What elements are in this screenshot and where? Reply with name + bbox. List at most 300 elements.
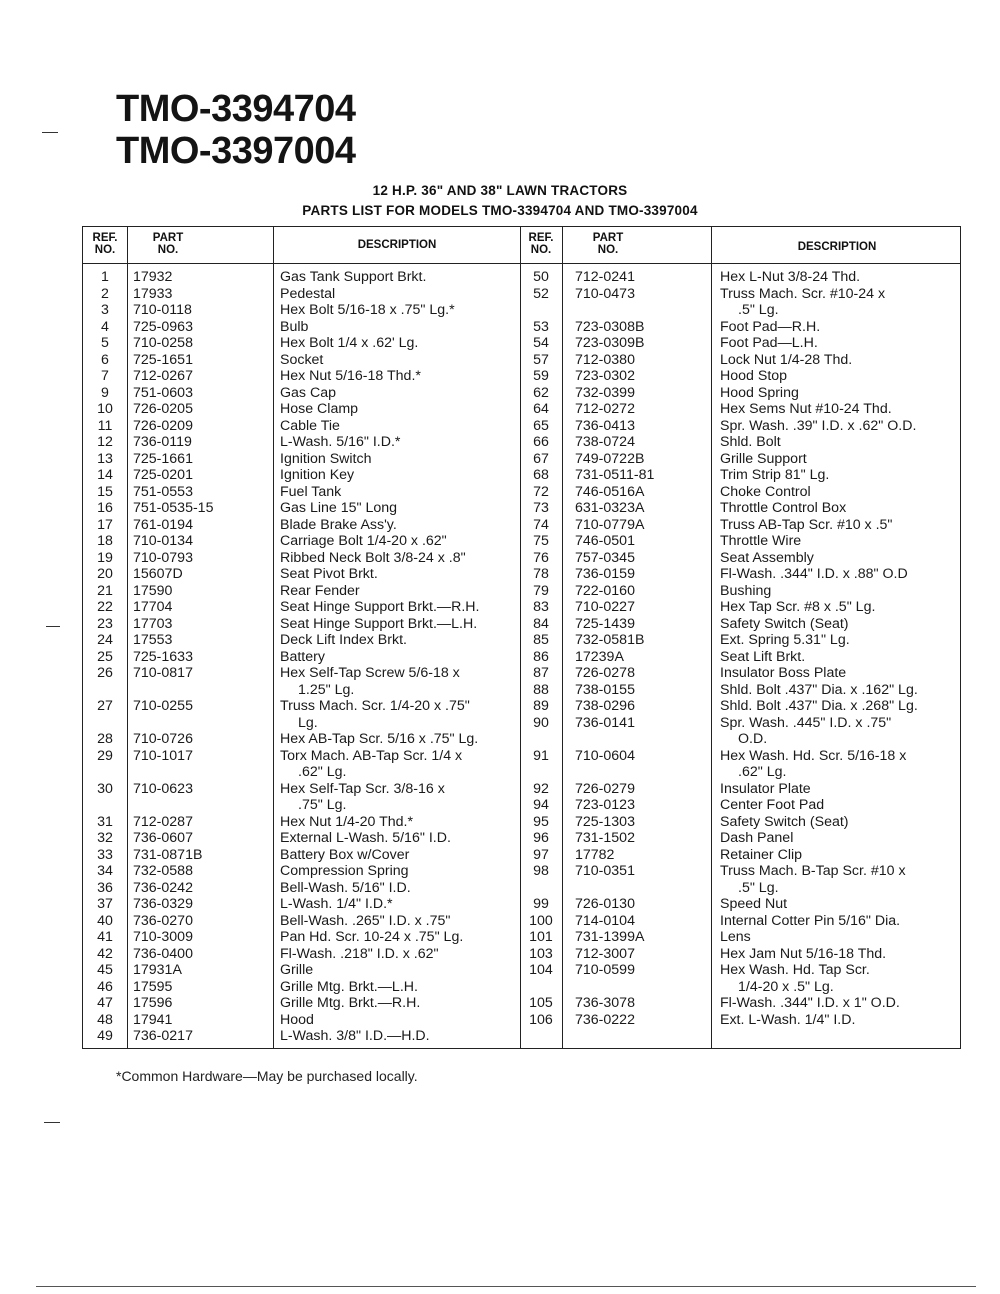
left-desc-cell: Socket — [280, 351, 324, 368]
left-part-cell: 751-0535-15 — [133, 500, 214, 516]
ref-header-line2: NO. — [530, 244, 552, 256]
right-ref-cell: 76 — [533, 549, 549, 566]
part-header-left — [133, 232, 203, 256]
left-ref-cell — [83, 715, 127, 732]
right-desc-cell: .62" Lg. — [738, 764, 787, 780]
left-ref-cell: 48 — [97, 1011, 113, 1028]
right-desc-cell: Foot Pad—L.H. — [720, 335, 818, 351]
right-desc-cell: Center Foot Pad — [720, 797, 825, 813]
right-desc-cell: Grille Support — [720, 450, 807, 467]
right-part-cell: 712-0380 — [575, 351, 635, 368]
part-header-line2: NO. — [597, 244, 619, 256]
right-ref-cell: 54 — [533, 335, 549, 351]
left-ref-cell: 4 — [101, 318, 109, 335]
right-part-cell: 736-0413 — [575, 417, 635, 434]
left-desc-cell: Ribbed Neck Bolt 3/8-24 x .8" — [280, 549, 466, 566]
right-desc-cell: .5" Lg. — [738, 302, 779, 318]
right-part-cell: 731-1399A — [575, 929, 645, 945]
left-ref-cell: 18 — [97, 533, 113, 549]
right-part-cell: 726-0130 — [575, 896, 635, 912]
right-desc-cell: Choke Control — [720, 483, 811, 500]
right-part-cell: 725-1439 — [575, 615, 635, 632]
right-desc-cell: O.D. — [738, 731, 768, 747]
left-desc-cell: Hex AB-Tap Scr. 5/16 x .75" Lg. — [280, 731, 479, 747]
right-part-cell: 732-0399 — [575, 384, 635, 401]
left-desc-cell: Hex Self-Tap Scr. 3/8-16 x — [280, 780, 445, 797]
left-desc-cell: 1.25" Lg. — [298, 681, 355, 698]
left-desc-cell: L-Wash. 1/4" I.D.* — [280, 896, 393, 912]
col-divider-4 — [562, 227, 563, 1048]
right-part-cell: 738-0155 — [575, 681, 635, 698]
left-part-cell: 712-0267 — [133, 368, 193, 384]
left-ref-cell: 28 — [97, 731, 113, 747]
left-desc-cell: Seat Hinge Support Brkt.—R.H. — [280, 599, 480, 615]
left-part-cell: 710-0118 — [133, 302, 192, 318]
left-desc-cell: Battery — [280, 648, 325, 665]
right-ref-cell: 95 — [533, 813, 549, 830]
left-ref-cell: 41 — [97, 929, 113, 945]
right-ref-cell — [520, 302, 562, 319]
left-part-cell — [133, 764, 271, 781]
model-number-1: TMO-3394704 — [116, 88, 356, 130]
right-ref-cell: 94 — [533, 797, 549, 813]
right-part-cell: 731-1502 — [575, 830, 635, 846]
left-ref-cell: 22 — [97, 599, 113, 615]
left-part-cell: 751-0553 — [133, 483, 193, 500]
left-ref-cell: 25 — [97, 648, 113, 665]
right-desc-cell: 1/4-20 x .5" Lg. — [738, 978, 834, 995]
right-desc-cell: Fl-Wash. .344" I.D. x 1" O.D. — [720, 995, 900, 1011]
right-part-cell: 738-0724 — [575, 434, 635, 450]
right-ref-cell: 101 — [529, 929, 553, 945]
left-part-cell — [133, 715, 271, 732]
right-ref-cell — [520, 731, 562, 748]
ref-header-line1: REF. — [528, 232, 554, 244]
left-ref-cell: 9 — [101, 384, 109, 401]
left-part-cell: 710-3009 — [133, 929, 193, 945]
left-ref-cell: 5 — [101, 335, 109, 351]
left-part-cell: 725-1651 — [133, 351, 193, 368]
right-desc-cell: Spr. Wash. .39" I.D. x .62" O.D. — [720, 417, 917, 434]
left-desc-cell: Blade Brake Ass'y. — [280, 516, 397, 533]
right-desc-cell: Lens — [720, 929, 751, 945]
left-desc-cell: L-Wash. 3/8" I.D.—H.D. — [280, 1028, 430, 1044]
right-part-cell: 723-0302 — [575, 368, 635, 384]
right-ref-cell: 73 — [533, 500, 549, 516]
ref-header-line2: NO. — [94, 244, 116, 256]
left-desc-cell: External L-Wash. 5/16" I.D. — [280, 830, 451, 846]
right-ref-cell: 84 — [533, 615, 549, 632]
right-desc-cell: Foot Pad—R.H. — [720, 318, 821, 335]
left-ref-cell: 34 — [97, 863, 113, 879]
left-part-cell: 710-0726 — [133, 731, 193, 747]
left-desc-cell: Bell-Wash. 5/16" I.D. — [280, 879, 411, 896]
part-header-line1: PART — [592, 232, 624, 244]
margin-mark-2 — [46, 626, 60, 627]
left-desc-cell: Hex Nut 5/16-18 Thd.* — [280, 368, 421, 384]
right-ref-cell: 74 — [533, 516, 549, 533]
right-part-cell — [575, 880, 709, 897]
right-desc-cell: Truss AB-Tap Scr. #10 x .5" — [720, 516, 893, 533]
left-desc-cell: Seat Pivot Brkt. — [280, 566, 378, 582]
left-part-cell: 710-0793 — [133, 549, 193, 566]
left-part-cell: 17941 — [133, 1011, 173, 1028]
right-desc-cell: Bushing — [720, 582, 772, 599]
right-desc-cell: Truss Mach. Scr. #10-24 x — [720, 285, 886, 302]
left-desc-cell: Hex Nut 1/4-20 Thd.* — [280, 813, 414, 830]
right-ref-cell: 91 — [533, 747, 549, 764]
right-ref-cell: 104 — [529, 962, 553, 978]
right-part-cell: 731-0511-81 — [575, 467, 655, 483]
left-ref-cell: 24 — [97, 632, 113, 648]
right-desc-cell: Hex L-Nut 3/8-24 Thd. — [720, 269, 861, 285]
right-desc-cell: Hex Jam Nut 5/16-18 Thd. — [720, 945, 887, 962]
left-part-cell: 736-0400 — [133, 945, 193, 962]
left-desc-cell: Bulb — [280, 318, 309, 335]
left-part-cell: 736-0607 — [133, 830, 193, 846]
right-ref-cell: 106 — [529, 1011, 553, 1028]
right-part-cell: 736-0159 — [575, 566, 635, 582]
right-ref-cell: 79 — [533, 582, 549, 599]
left-ref-cell: 26 — [97, 665, 113, 681]
left-ref-cell: 1 — [101, 269, 109, 285]
left-part-cell — [133, 797, 271, 814]
right-part-cell: 714-0104 — [575, 912, 635, 929]
right-part-cell: 746-0516A — [575, 483, 645, 500]
left-desc-cell: Battery Box w/Cover — [280, 846, 410, 863]
left-desc-cell: Torx Mach. AB-Tap Scr. 1/4 x — [280, 747, 463, 764]
right-ref-cell: 68 — [533, 467, 549, 483]
left-ref-cell: 6 — [101, 351, 109, 368]
left-ref-cell: 45 — [97, 962, 113, 978]
left-ref-cell: 2 — [101, 285, 109, 302]
left-desc-cell: Hood — [280, 1011, 314, 1028]
description-header-left: DESCRIPTION — [357, 239, 437, 251]
left-ref-cell — [83, 797, 127, 814]
left-part-cell: 15607D — [133, 566, 183, 582]
right-desc-cell: Insulator Plate — [720, 780, 811, 797]
left-ref-cell — [83, 682, 127, 699]
right-part-cell: 746-0501 — [575, 533, 635, 549]
left-part-cell: 725-1661 — [133, 450, 193, 467]
ref-header-left — [83, 232, 127, 256]
left-part-cell: 17596 — [133, 995, 173, 1011]
left-part-cell — [133, 682, 271, 699]
left-ref-cell: 21 — [97, 582, 113, 599]
left-desc-cell: Ignition Switch — [280, 450, 372, 467]
right-desc-cell: Retainer Clip — [720, 846, 803, 863]
right-ref-cell: 88 — [533, 681, 549, 698]
right-ref-cell: 97 — [533, 846, 549, 863]
left-ref-column — [83, 269, 127, 1045]
right-part-cell: 738-0296 — [575, 698, 635, 714]
left-desc-cell: Compression Spring — [280, 863, 409, 879]
left-desc-cell: L-Wash. 5/16" I.D.* — [280, 434, 401, 450]
right-ref-cell: 75 — [533, 533, 549, 549]
right-part-cell — [575, 764, 709, 781]
bottom-rule — [36, 1286, 976, 1287]
right-ref-cell: 89 — [533, 698, 549, 714]
right-part-cell: 725-1303 — [575, 813, 635, 830]
right-part-cell: 726-0279 — [575, 780, 635, 797]
left-part-cell: 725-1633 — [133, 648, 193, 665]
right-desc-cell: Hex Tap Scr. #8 x .5" Lg. — [720, 599, 876, 615]
right-desc-cell: Internal Cotter Pin 5/16" Dia. — [720, 912, 901, 929]
right-desc-cell: Hood Stop — [720, 368, 788, 384]
right-desc-cell: Truss Mach. B-Tap Scr. #10 x — [720, 863, 906, 879]
right-ref-cell: 86 — [533, 648, 549, 665]
col-divider-1 — [127, 227, 128, 1048]
left-part-cell: 17590 — [133, 582, 173, 599]
right-ref-cell: 59 — [533, 368, 549, 384]
left-ref-cell: 3 — [101, 302, 109, 318]
right-ref-cell: 64 — [533, 401, 549, 417]
left-ref-cell: 13 — [97, 450, 113, 467]
left-desc-cell: Gas Tank Support Brkt. — [280, 269, 427, 285]
right-desc-cell: Trim Strip 81" Lg. — [720, 467, 830, 483]
right-ref-cell — [520, 764, 562, 781]
left-ref-cell: 46 — [97, 978, 113, 995]
right-part-cell — [575, 979, 709, 996]
left-desc-cell: Pan Hd. Scr. 10-24 x .75" Lg. — [280, 929, 464, 945]
right-part-cell: 17239A — [575, 648, 624, 665]
right-desc-cell: Lock Nut 1/4-28 Thd. — [720, 351, 853, 368]
ref-header-right — [520, 232, 562, 256]
left-part-cell: 726-0205 — [133, 401, 193, 417]
right-ref-cell: 50 — [533, 269, 549, 285]
left-ref-cell: 49 — [97, 1028, 113, 1044]
right-desc-cell: Safety Switch (Seat) — [720, 813, 849, 830]
left-part-cell: 725-0201 — [133, 467, 193, 483]
left-desc-cell: Lg. — [298, 714, 318, 731]
right-desc-cell: Hex Wash. Hd. Tap Scr. — [720, 962, 870, 978]
left-ref-cell: 11 — [97, 417, 113, 434]
right-ref-cell: 72 — [533, 483, 549, 500]
part-header-line1: PART — [152, 232, 184, 244]
right-part-cell: 712-0272 — [575, 401, 635, 417]
left-ref-cell: 31 — [97, 813, 113, 830]
left-part-cell: 710-0623 — [133, 780, 193, 797]
left-part-cell: 710-0817 — [133, 665, 193, 681]
left-ref-cell: 17 — [97, 516, 113, 533]
left-ref-cell: 23 — [97, 615, 113, 632]
left-ref-cell: 30 — [97, 780, 113, 797]
right-desc-cell: Ext. L-Wash. 1/4" I.D. — [720, 1011, 856, 1028]
left-desc-cell: Fuel Tank — [280, 483, 342, 500]
left-desc-cell: Hex Bolt 1/4 x .62' Lg. — [280, 335, 419, 351]
right-part-cell — [575, 731, 709, 748]
right-desc-cell: Ext. Spring 5.31" Lg. — [720, 632, 850, 648]
right-part-cell: 722-0160 — [575, 582, 635, 599]
right-ref-cell: 85 — [533, 632, 549, 648]
left-desc-cell: .75" Lg. — [298, 797, 347, 813]
right-ref-cell: 96 — [533, 830, 549, 846]
right-desc-cell: Dash Panel — [720, 830, 794, 846]
left-desc-cell: Truss Mach. Scr. 1/4-20 x .75" — [280, 698, 470, 714]
right-desc-cell: Safety Switch (Seat) — [720, 615, 849, 632]
left-part-cell: 17595 — [133, 978, 173, 995]
right-part-cell: 710-0604 — [575, 747, 635, 764]
left-part-column — [133, 269, 271, 1045]
left-ref-cell: 37 — [97, 896, 113, 912]
left-ref-cell: 36 — [97, 879, 113, 896]
right-ref-cell: 66 — [533, 434, 549, 450]
left-ref-cell: 16 — [97, 500, 113, 516]
right-desc-cell: Seat Assembly — [720, 549, 814, 566]
right-ref-cell: 53 — [533, 318, 549, 335]
right-desc-cell: Speed Nut — [720, 896, 788, 912]
description-header-right: DESCRIPTION — [797, 241, 877, 253]
left-part-cell: 736-0217 — [133, 1028, 193, 1044]
left-part-cell: 725-0963 — [133, 318, 193, 335]
left-part-cell: 17703 — [133, 615, 173, 632]
right-desc-cell: Shld. Bolt .437" Dia. x .162" Lg. — [720, 681, 918, 698]
right-ref-cell — [520, 880, 562, 897]
left-ref-cell: 27 — [97, 698, 113, 714]
left-desc-cell: Seat Hinge Support Brkt.—L.H. — [280, 615, 478, 632]
right-part-cell: 736-3078 — [575, 995, 635, 1011]
left-desc-cell: Rear Fender — [280, 582, 360, 599]
left-desc-cell: Gas Cap — [280, 384, 336, 401]
parts-list-title: PARTS LIST FOR MODELS TMO-3394704 AND TMO-3397004 — [302, 203, 698, 218]
left-part-cell: 710-1017 — [133, 747, 193, 764]
left-description-column — [280, 269, 518, 1045]
left-part-cell: 710-0255 — [133, 698, 193, 714]
left-part-cell: 736-0242 — [133, 879, 193, 896]
left-desc-cell: Fl-Wash. .218" I.D. x .62" — [280, 945, 439, 962]
right-ref-cell: 92 — [533, 780, 549, 797]
right-desc-cell: Hex Sems Nut #10-24 Thd. — [720, 401, 892, 417]
left-ref-cell: 15 — [97, 483, 113, 500]
left-ref-cell: 40 — [97, 912, 113, 929]
left-part-cell: 17553 — [133, 632, 173, 648]
left-ref-cell: 7 — [101, 368, 109, 384]
left-desc-cell: Hex Bolt 5/16-18 x .75" Lg.* — [280, 302, 455, 318]
right-part-cell: 712-0241 — [575, 269, 635, 285]
left-part-cell: 761-0194 — [133, 516, 193, 533]
right-part-cell: 712-3007 — [575, 945, 635, 962]
left-ref-cell: 42 — [97, 945, 113, 962]
left-desc-cell: Grille Mtg. Brkt.—R.H. — [280, 995, 421, 1011]
right-ref-cell: 67 — [533, 450, 549, 467]
right-part-cell: 723-0309B — [575, 335, 645, 351]
ref-header-line1: REF. — [92, 232, 118, 244]
left-desc-cell: Deck Lift Index Brkt. — [280, 632, 407, 648]
right-part-cell: 17782 — [575, 846, 615, 863]
left-ref-cell: 29 — [97, 747, 113, 764]
right-desc-cell: Shld. Bolt .437" Dia. x .268" Lg. — [720, 698, 918, 714]
right-ref-cell: 65 — [533, 417, 549, 434]
right-desc-cell: Shld. Bolt — [720, 434, 781, 450]
right-desc-cell: Throttle Control Box — [720, 500, 847, 516]
right-part-cell: 710-0473 — [575, 285, 635, 302]
right-ref-cell: 99 — [533, 896, 549, 912]
right-part-cell: 726-0278 — [575, 665, 635, 681]
left-part-cell: 736-0329 — [133, 896, 193, 912]
left-part-cell: 17704 — [133, 599, 173, 615]
left-desc-cell: Gas Line 15" Long — [280, 500, 398, 516]
right-desc-cell: Insulator Boss Plate — [720, 665, 847, 681]
left-ref-cell: 47 — [97, 995, 113, 1011]
footnote: *Common Hardware—May be purchased locally. — [116, 1068, 418, 1084]
right-part-cell — [575, 302, 709, 319]
right-part-cell: 732-0581B — [575, 632, 645, 648]
left-part-cell: 751-0603 — [133, 384, 193, 401]
left-ref-cell: 10 — [97, 401, 113, 417]
left-part-cell: 710-0258 — [133, 335, 193, 351]
left-part-cell: 710-0134 — [133, 533, 193, 549]
right-desc-cell: Spr. Wash. .445" I.D. x .75" — [720, 714, 892, 731]
right-part-cell: 710-0779A — [575, 516, 645, 533]
left-part-cell: 17932 — [133, 269, 173, 285]
right-desc-cell: Throttle Wire — [720, 533, 802, 549]
left-desc-cell: Cable Tie — [280, 417, 340, 434]
col-divider-2 — [273, 227, 274, 1048]
right-description-column — [720, 269, 960, 1028]
left-ref-cell: 19 — [97, 549, 113, 566]
right-part-cell: 710-0599 — [575, 962, 635, 978]
right-ref-cell: 103 — [529, 945, 553, 962]
right-desc-cell: Hood Spring — [720, 384, 799, 401]
margin-mark-3 — [44, 1122, 60, 1123]
right-part-cell: 736-0141 — [575, 714, 635, 731]
left-part-cell: 736-0270 — [133, 912, 193, 929]
left-desc-cell: Hex Self-Tap Screw 5/6-18 x — [280, 665, 460, 681]
left-desc-cell: Hose Clamp — [280, 401, 359, 417]
left-ref-cell: 32 — [97, 830, 113, 846]
left-desc-cell: Bell-Wash. .265" I.D. x .75" — [280, 912, 451, 929]
part-header-right — [573, 232, 643, 256]
left-desc-cell: Grille — [280, 962, 314, 978]
right-desc-cell: .5" Lg. — [738, 879, 779, 896]
right-ref-cell: 52 — [533, 285, 549, 302]
left-ref-cell: 20 — [97, 566, 113, 582]
right-ref-cell: 62 — [533, 384, 549, 401]
left-desc-cell: Grille Mtg. Brkt.—L.H. — [280, 978, 418, 995]
right-part-cell: 736-0222 — [575, 1011, 635, 1028]
right-ref-cell: 87 — [533, 665, 549, 681]
left-ref-cell: 12 — [97, 434, 113, 450]
left-part-cell: 732-0588 — [133, 863, 193, 879]
left-part-cell: 736-0119 — [133, 434, 192, 450]
left-part-cell: 17931A — [133, 962, 182, 978]
right-part-cell: 631-0323A — [575, 500, 645, 516]
left-part-cell: 712-0287 — [133, 813, 193, 830]
tractor-subtitle: 12 H.P. 36" AND 38" LAWN TRACTORS — [372, 183, 628, 198]
left-desc-cell: Pedestal — [280, 285, 336, 302]
right-desc-cell: Hex Wash. Hd. Scr. 5/16-18 x — [720, 747, 907, 764]
right-desc-cell: Fl-Wash. .344" I.D. x .88" O.D — [720, 566, 908, 582]
col-divider-5 — [711, 227, 712, 1048]
right-ref-cell: 78 — [533, 566, 549, 582]
right-part-cell: 723-0308B — [575, 318, 645, 335]
left-ref-cell — [83, 764, 127, 781]
left-ref-cell: 14 — [97, 467, 113, 483]
left-part-cell: 731-0871B — [133, 846, 203, 863]
parts-table — [82, 226, 961, 1049]
right-part-cell: 710-0351 — [575, 863, 635, 879]
right-ref-cell: 83 — [533, 599, 549, 615]
part-header-line2: NO. — [157, 244, 179, 256]
left-ref-cell: 33 — [97, 846, 113, 863]
right-ref-cell — [520, 979, 562, 996]
right-part-cell: 723-0123 — [575, 797, 635, 813]
right-part-column — [575, 269, 709, 1028]
right-ref-cell: 90 — [533, 714, 549, 731]
left-part-cell: 726-0209 — [133, 417, 193, 434]
left-desc-cell: Ignition Key — [280, 467, 355, 483]
left-part-cell: 17933 — [133, 285, 173, 302]
